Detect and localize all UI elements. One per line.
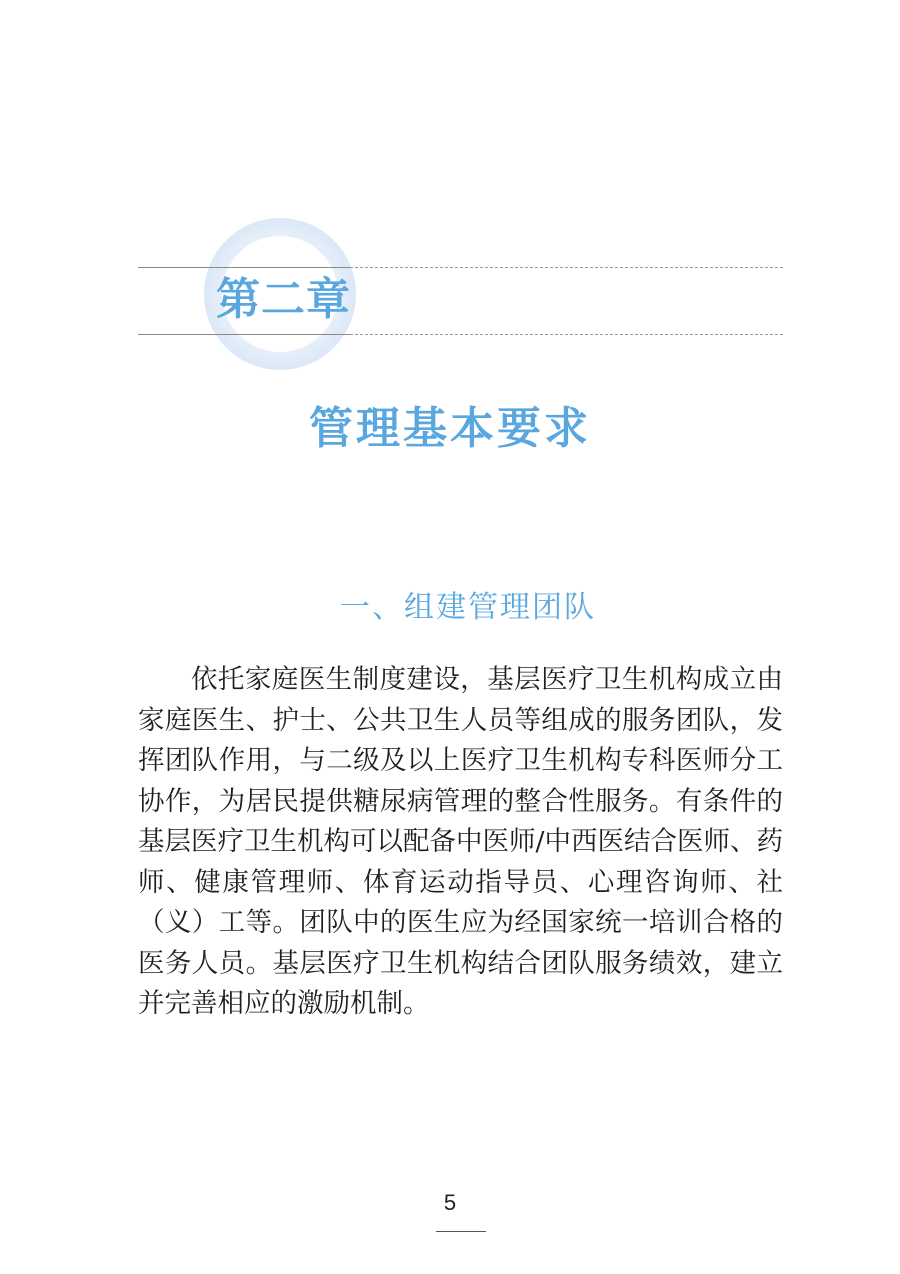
chapter-bottom-rule-dashed bbox=[350, 334, 783, 335]
section-heading: 一、组建管理团队 bbox=[340, 590, 596, 625]
body-paragraph: 依托家庭医生制度建设，基层医疗卫生机构成立由家庭医生、护士、公共卫生人员等组成的服务团队，发挥团队作用，与二级及以上医疗卫生机构专科医师分工协作，为居民提供糖尿病管理的整合性服务。有条件的基层医疗卫生机构可以配备中医师/中西医结合医师、药师、健康管理师、体育运动指导员、心理咨询师、社（义）工等。团队中的医生应为经国家统一培训合格的医务人员。基层医疗卫生机构结合团队服务绩效，建立并完善相应的激励机制。 bbox=[138, 664, 783, 1019]
page-number: 5 bbox=[443, 1190, 457, 1215]
chapter-title: 管理基本要求 bbox=[309, 403, 591, 454]
chapter-label: 第二章 bbox=[216, 274, 351, 325]
page-number-underline bbox=[436, 1231, 486, 1232]
chapter-top-rule-solid bbox=[138, 267, 350, 268]
chapter-bottom-rule-solid bbox=[138, 334, 350, 335]
chapter-top-rule-dashed bbox=[350, 267, 783, 268]
